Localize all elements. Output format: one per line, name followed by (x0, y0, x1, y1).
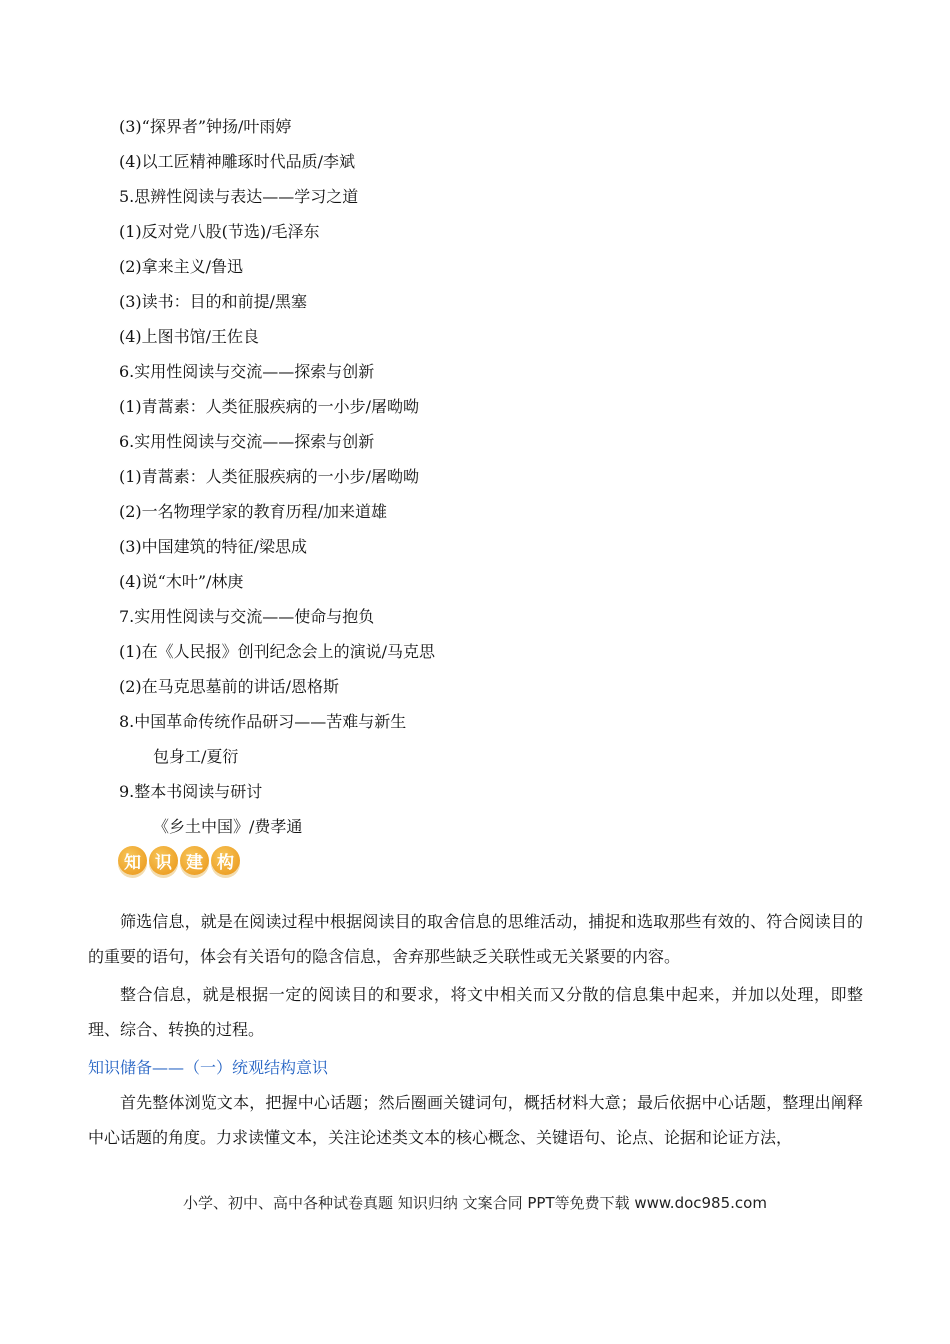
toc-line: 8.中国革命传统作品研习——苦难与新生 (119, 712, 407, 731)
paragraph-integration: 整合信息，就是根据一定的阅读目的和要求，将文中相关而又分散的信息集中起来，并加以处理，即整理、综合、转换的过程。 (88, 985, 863, 1039)
toc-line: 《乡土中国》/费孝通 (153, 817, 303, 836)
toc-line: (4)说“木叶”/林庚 (119, 572, 244, 591)
toc-line: (4)上图书馆/王佐良 (119, 327, 260, 346)
toc-line: (3)读书：目的和前提/黑塞 (119, 292, 308, 311)
section-heading: 知识储备——（一）统观结构意识 (88, 1058, 329, 1077)
badge-char: 识 (149, 846, 178, 875)
badge-char: 构 (211, 846, 240, 875)
toc-line: 7.实用性阅读与交流——使命与抱负 (119, 607, 375, 626)
toc-line: (3)“探界者”钟扬/叶雨婷 (119, 117, 292, 136)
toc-line: (1)青蒿素：人类征服疾病的一小步/屠呦呦 (119, 467, 420, 486)
toc-line: 6.实用性阅读与交流——探索与创新 (119, 432, 375, 451)
toc-line: 9.整本书阅读与研讨 (119, 782, 263, 801)
toc-line: (1)在《人民报》创刊纪念会上的演说/马克思 (119, 642, 436, 661)
paragraph-screening: 筛选信息，就是在阅读过程中根据阅读目的取舍信息的思维活动，捕捉和选取那些有效的、符合阅读目的的重要的语句，体会有关语句的隐含信息，舍弃那些缺乏关联性或无关紧要的内容。 (88, 912, 863, 966)
toc-line: 6.实用性阅读与交流——探索与创新 (119, 362, 375, 381)
toc-line: 包身工/夏衍 (153, 747, 239, 766)
toc-line: (3)中国建筑的特征/梁思成 (119, 537, 308, 556)
knowledge-structure-badge (118, 846, 240, 875)
badge-char: 知 (118, 846, 147, 875)
page-footer: 小学、初中、高中各种试卷真题 知识归纳 文案合同 PPT等免费下载 www.doc985.com (183, 1194, 767, 1212)
toc-line: (1)青蒿素：人类征服疾病的一小步/屠呦呦 (119, 397, 420, 416)
toc-line: (2)一名物理学家的教育历程/加来道雄 (119, 502, 388, 521)
badge-char: 建 (180, 846, 209, 875)
toc-line: (4)以工匠精神雕琢时代品质/李斌 (119, 152, 356, 171)
toc-line: (1)反对党八股(节选)/毛泽东 (119, 222, 320, 241)
toc-line: (2)拿来主义/鲁迅 (119, 257, 244, 276)
toc-line: 5.思辨性阅读与表达——学习之道 (119, 187, 359, 206)
paragraph-structure: 首先整体浏览文本，把握中心话题；然后圈画关键词句，概括材料大意；最后依据中心话题，整理出阐释中心话题的角度。力求读懂文本，关注论述类文本的核心概念、关键语句、论点、论据和论证方法， (88, 1093, 863, 1147)
toc-line: (2)在马克思墓前的讲话/恩格斯 (119, 677, 340, 696)
